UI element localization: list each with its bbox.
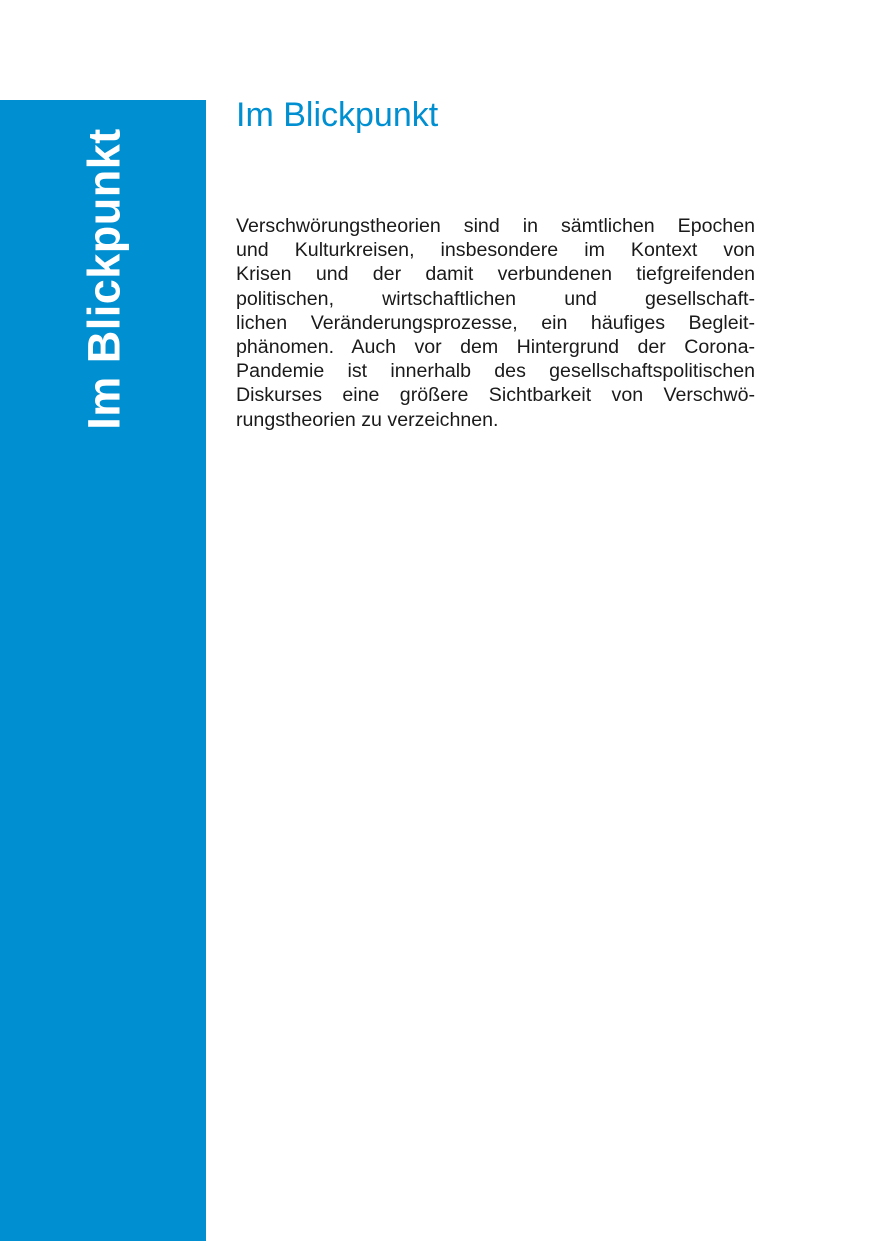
paragraph-line: Pandemie ist innerhalb des gesellschaftspolitischen [236,360,755,383]
paragraph-line: Diskurses eine größere Sichtbarkeit von Verschwö- [236,384,755,407]
paragraph-line: politischen, wirtschaftlichen und gesellschaft- [236,287,755,310]
sidebar-title-text: Im Blickpunkt [78,128,130,430]
page-title: Im Blickpunkt [236,96,439,134]
paragraph-line: Verschwörungstheorien sind in sämtlichen Epochen [236,215,755,237]
body-paragraph [236,214,755,432]
paragraph-line: rungstheorien zu verzeichnen. [236,408,499,431]
paragraph-line: und Kulturkreisen, insbesondere im Kontext von [236,239,755,262]
paragraph-line: Krisen und der damit verbundenen tiefgreifenden [236,263,755,286]
paragraph-line: phänomen. Auch vor dem Hintergrund der Corona- [236,336,755,359]
paragraph-line: lichen Veränderungsprozesse, ein häufiges Begleit- [236,311,755,334]
